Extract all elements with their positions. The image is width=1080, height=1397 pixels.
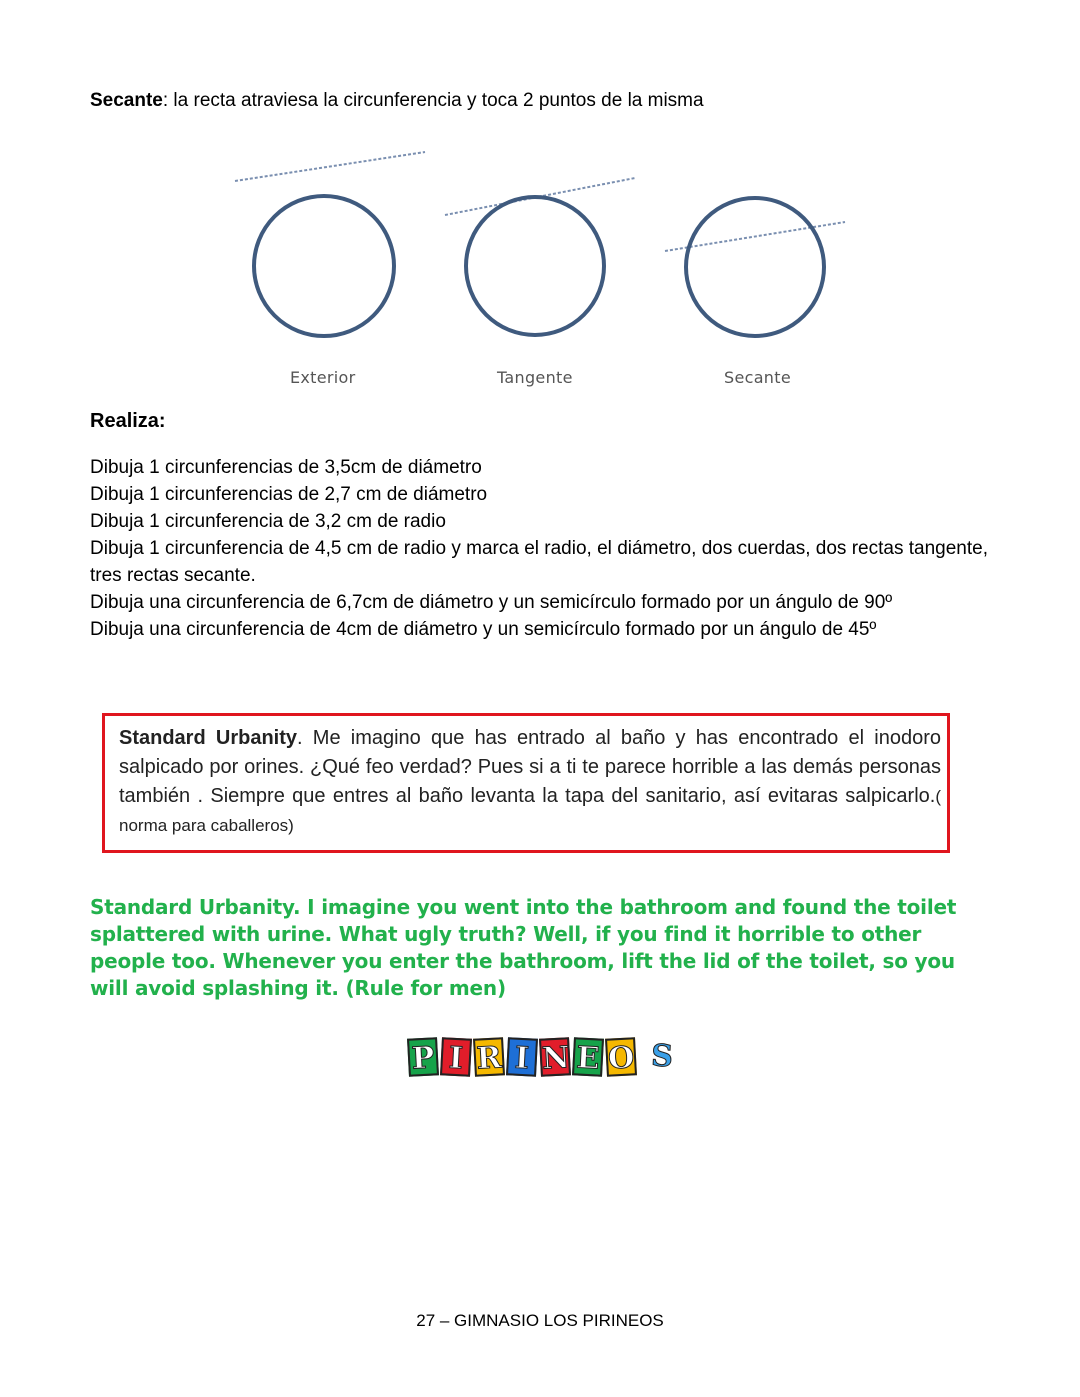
secante-term: Secante xyxy=(90,90,163,111)
exercise-item: Dibuja una circunferencia de 6,7cm de diámetro y un semicírculo formado por un ángulo de 90º xyxy=(90,592,893,613)
urbanity-title: Standard Urbanity xyxy=(119,727,298,749)
urbanity-body: . Me imagino que has entrado al baño y has encontrado el inodoro salpicado por orines. ¿Qué feo verdad? Pues si a ti te parece horrible a las demás personas también . Siempre que entres al baño levanta la tapa del sanitario, así evitaras salpicarlo. xyxy=(119,727,941,807)
circle-line-positions-figure xyxy=(225,140,865,400)
exercise-item: Dibuja 1 circunferencias de 3,5cm de diámetro xyxy=(90,457,482,478)
logo-letter: I xyxy=(506,1037,538,1077)
logo-letter: E xyxy=(572,1037,604,1077)
exercise-item: Dibuja 1 circunferencias de 2,7 cm de diámetro xyxy=(90,484,488,505)
urbanity-text xyxy=(119,724,941,840)
secant-circle xyxy=(686,198,824,336)
logo-letter: S xyxy=(650,1038,674,1075)
logo-letter: I xyxy=(440,1037,472,1077)
realiza-heading: Realiza: xyxy=(90,410,166,432)
logo-letter: P xyxy=(407,1037,439,1077)
logo-letter: N xyxy=(539,1037,571,1077)
label-exterior: Exterior xyxy=(290,368,356,387)
urbanity-note: ( norma para caballeros) xyxy=(119,787,941,835)
logo-letter: R xyxy=(473,1037,505,1077)
tangent-circle xyxy=(466,197,604,335)
exercise-item: Dibuja 1 circunferencia de 4,5 cm de radio y marca el radio, el diámetro, dos cuerdas, dos rectas tangente, tres rectas secante. xyxy=(90,538,988,586)
circles-diagram xyxy=(225,140,865,360)
exterior-circle xyxy=(254,196,394,336)
urbanity-box xyxy=(102,713,950,853)
secante-text: : la recta atraviesa la circunferencia y toca 2 puntos de la misma xyxy=(162,90,704,111)
exercise-list xyxy=(90,454,988,643)
exterior-line xyxy=(235,152,425,181)
exercise-item: Dibuja una circunferencia de 4cm de diámetro y un semicírculo formado por un ángulo de 45º xyxy=(90,619,877,640)
english-translation: Standard Urbanity. I imagine you went into the bathroom and found the toilet splattered with urine. What ugly truth? Well, if you find it horrible to other people too. Whenever you enter the bathroom, lift the lid of the toilet, so you will avoid splashing it. (Rule for men) xyxy=(90,895,957,1000)
exercise-item: Dibuja 1 circunferencia de 3,2 cm de radio xyxy=(90,511,446,532)
logo-letter: O xyxy=(605,1037,637,1077)
label-secante: Secante xyxy=(724,368,791,387)
page-footer: 27 – GIMNASIO LOS PIRINEOS xyxy=(416,1311,664,1330)
pirineos-logo xyxy=(408,1038,677,1082)
secante-definition xyxy=(90,90,704,112)
label-tangente: Tangente xyxy=(497,368,573,387)
